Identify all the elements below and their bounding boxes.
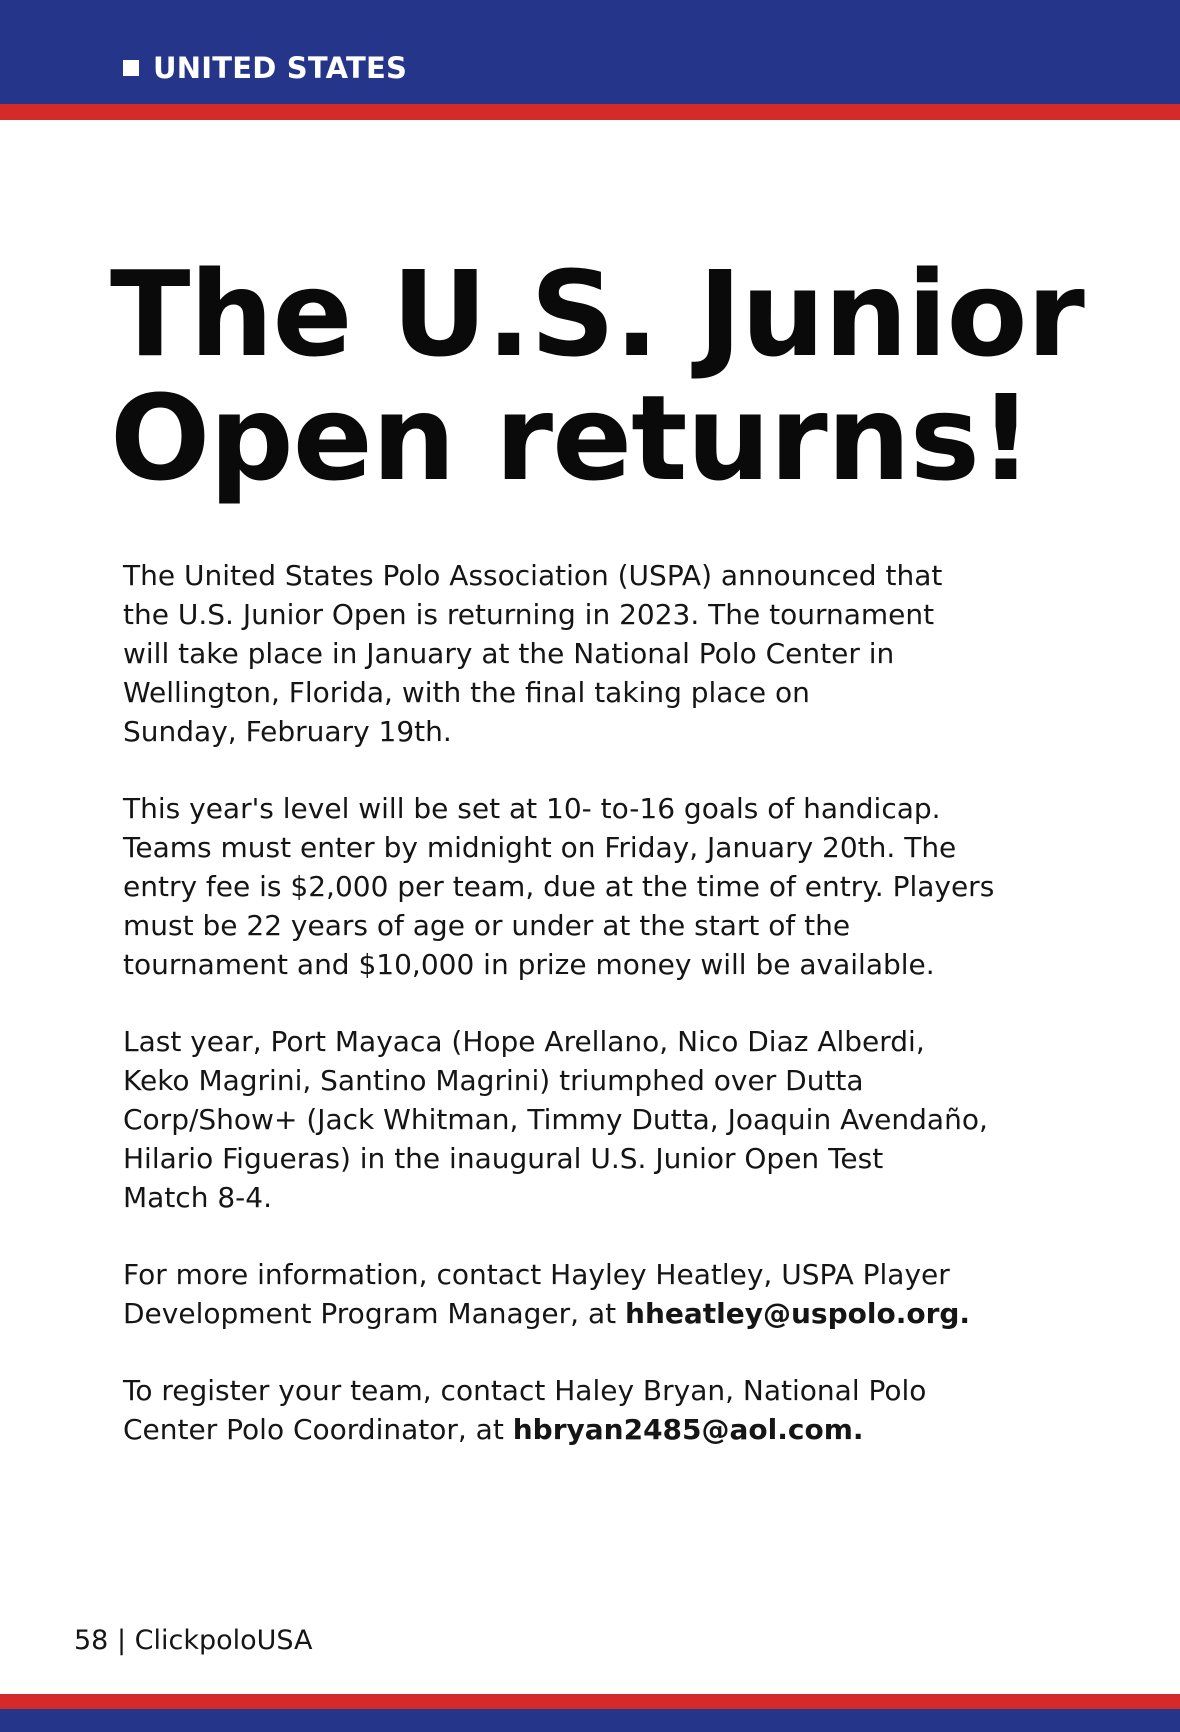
article-title-line-2: Open returns! [110,369,1032,507]
contact-info-text: For more information, contact Hayley Heatley, USPA Player Development Program Manager, at [123,1258,950,1330]
paragraph-last-year: Last year, Port Mayaca (Hope Arellano, Nico Diaz Alberdi, Keko Magrini, Santino Magrini) triumphed over Dutta Corp/Show+ (Jack Whitman, Timmy Dutta, Joaquin Avendaño, Hilario Figueras) in the inaugural U.S. Junior Open Test Match 8-4. [123,1025,988,1214]
section-tag [123,48,407,88]
article-title-line-1: The U.S. Junior [110,245,1084,383]
paragraph-announcement: The United States Polo Association (USPA) announced that the U.S. Junior Open is returning in 2023. The tournament will take place in January at the National Polo Center in Wellington, Florida, with the final taking place on Sunday, February 19th. [123,559,943,748]
square-bullet-icon [123,60,139,76]
article-title [110,245,1170,507]
header-red-stripe [0,104,1180,120]
footer-band [0,1709,1180,1732]
section-label: UNITED STATES [153,51,408,85]
footer-red-stripe [0,1694,1180,1709]
paragraph-registration [123,1371,1143,1449]
paragraph-contact-info [123,1255,1143,1333]
article-body [123,556,1143,1487]
paragraph-entry-details: This year's level will be set at 10- to-16 goals of handicap. Teams must enter by midnight on Friday, January 20th. The entry fee is $2,000 per team, due at the time of entry. Players must be 22 years of age or under at the start of the tournament and $10,000 in prize money will be available. [123,792,995,981]
registration-email-link[interactable]: hbryan2485@aol.com. [512,1413,864,1446]
contact-email-link[interactable]: hheatley@uspolo.org. [625,1297,971,1330]
page-folio: 58 | ClickpoloUSA [74,1625,313,1656]
registration-text: To register your team, contact Haley Bryan, National Polo Center Polo Coordinator, at [123,1374,927,1446]
